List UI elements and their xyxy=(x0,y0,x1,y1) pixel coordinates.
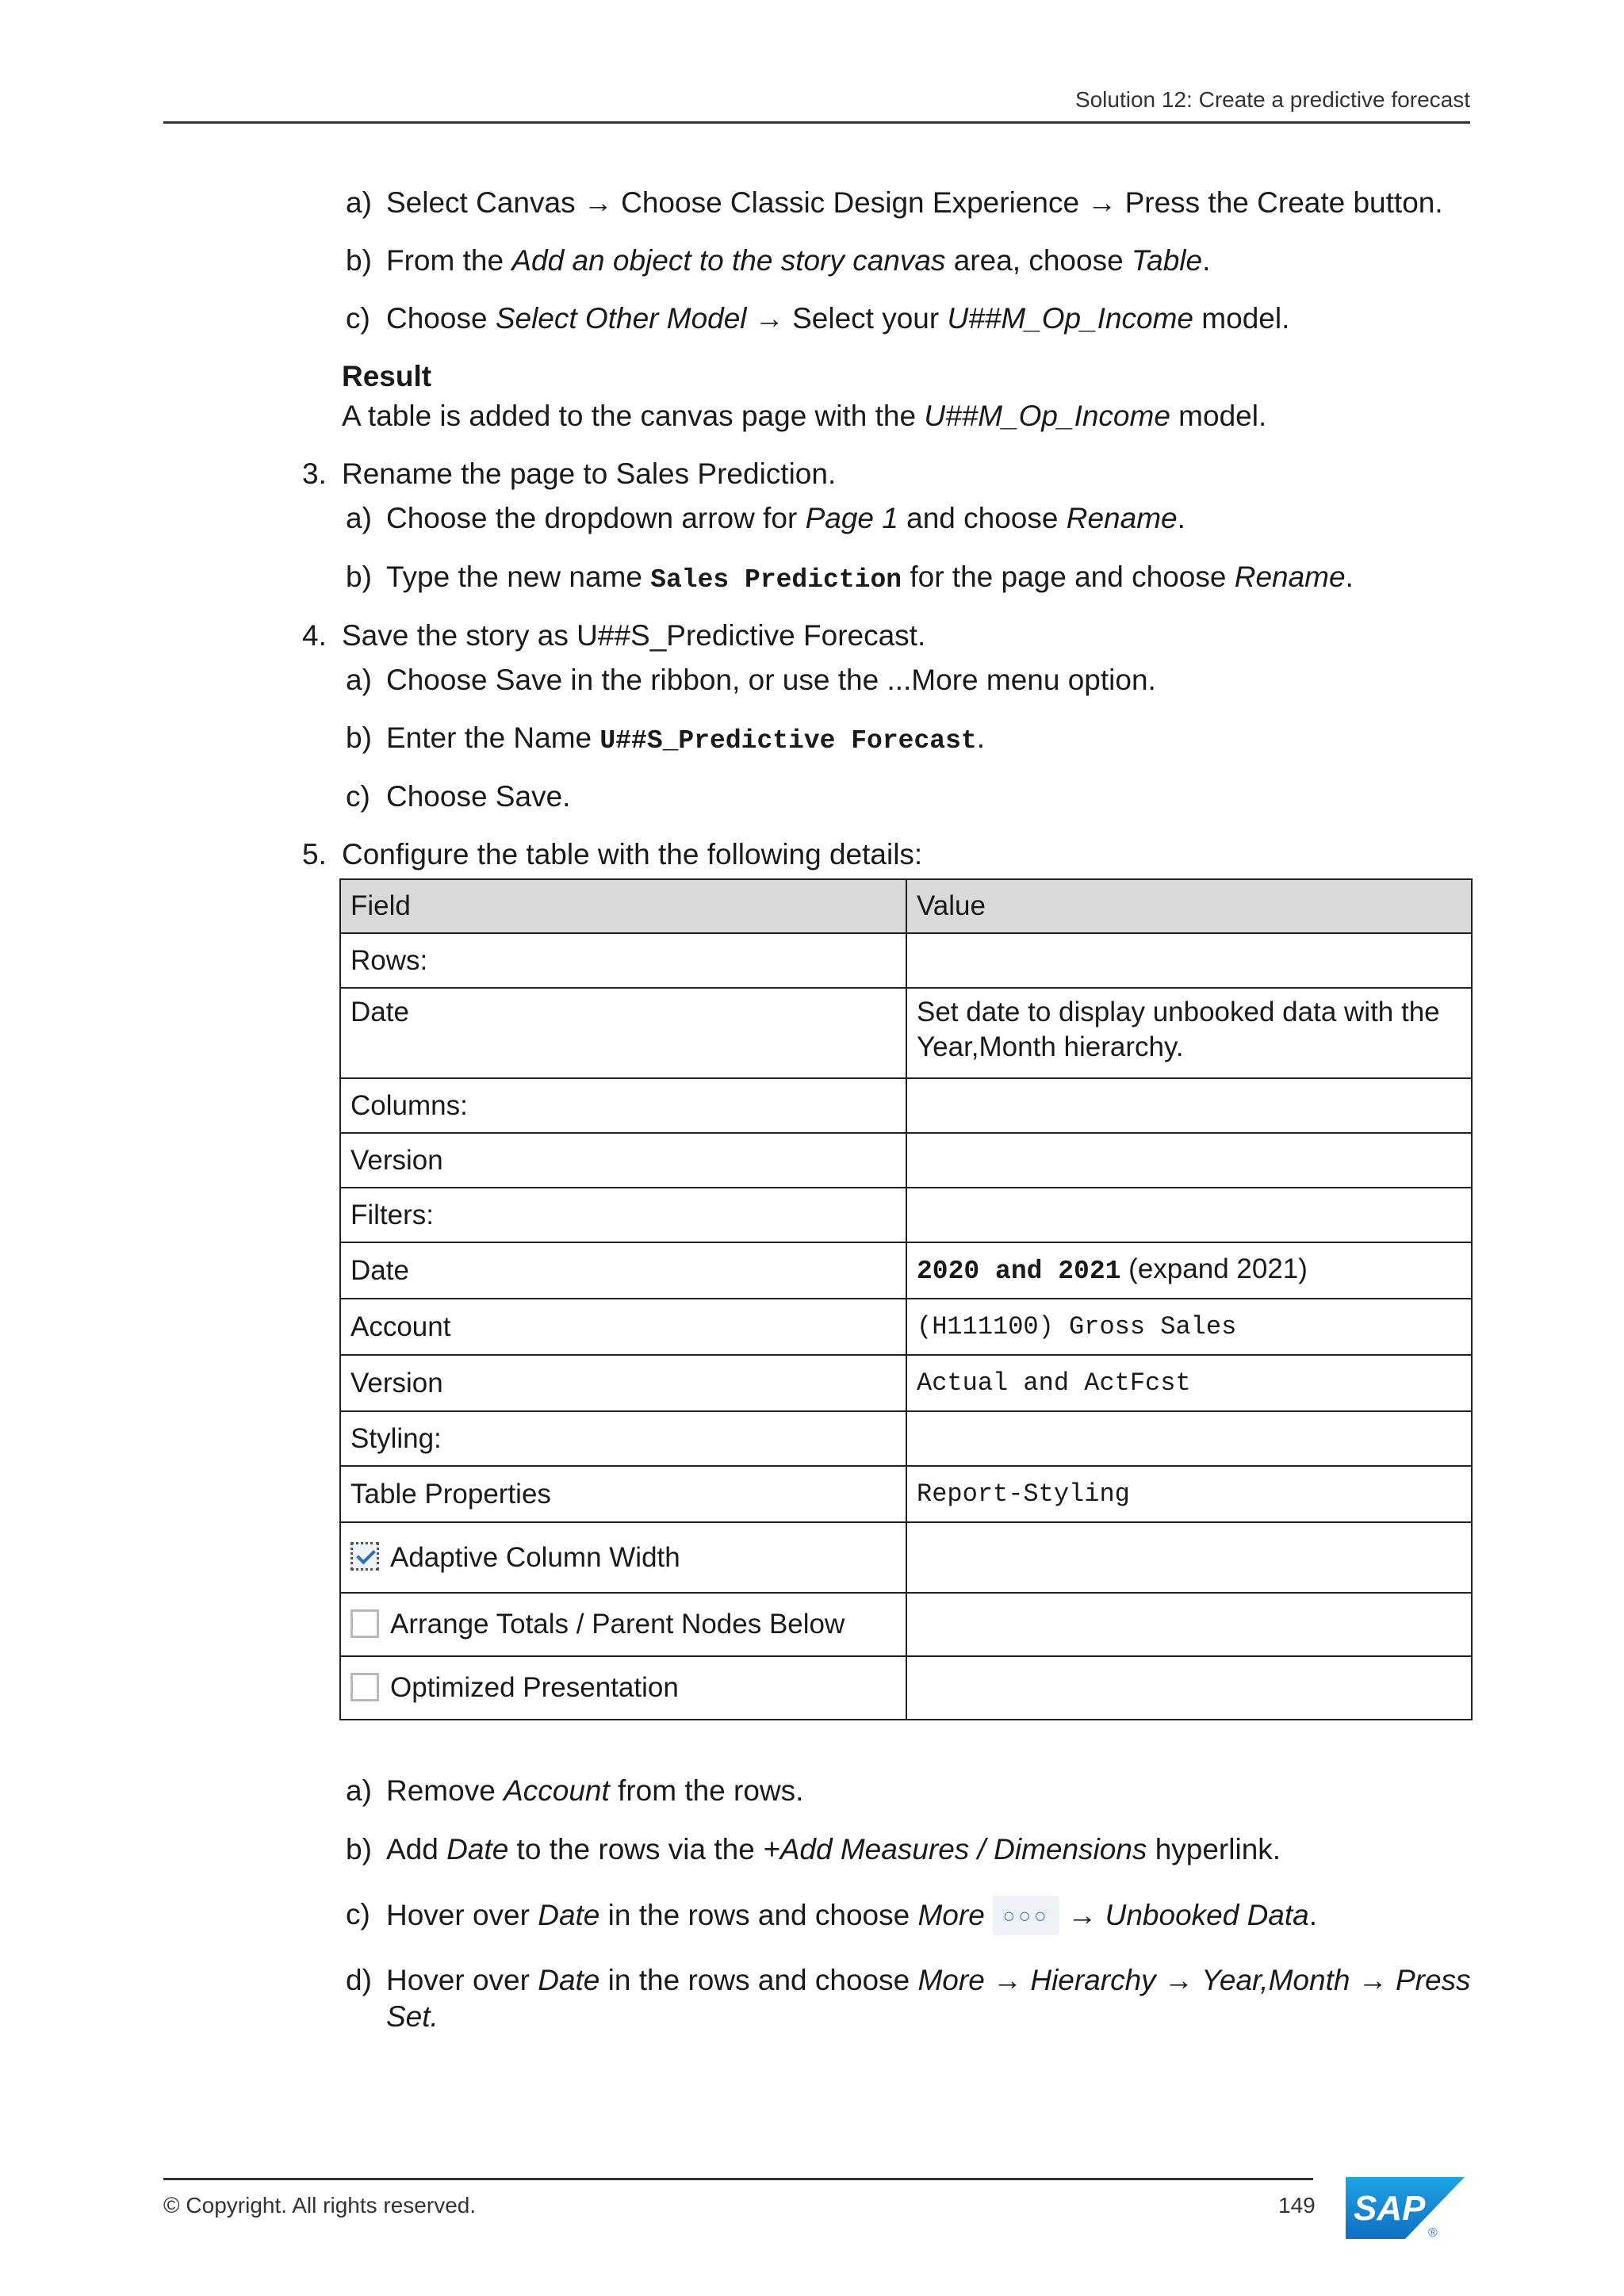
step5c-text: Hover over Date in the rows and choose More ○○○ → Unbooked Data. xyxy=(386,1897,1317,1937)
table-header-field: Field xyxy=(340,879,906,933)
step3a-text: Choose the dropdown arrow for Page 1 and choose Rename. xyxy=(386,502,1185,534)
code-date-filter: 2020 and 2021 xyxy=(917,1257,1121,1286)
table-cell-value: Actual and ActFcst xyxy=(906,1355,1472,1411)
checkbox-checked-icon xyxy=(350,1542,379,1571)
table-row xyxy=(340,1466,1472,1522)
step5a-marker: a) xyxy=(346,1774,372,1807)
step5d-text-cont: Set. xyxy=(386,2000,439,2033)
step3a-marker: a) xyxy=(346,502,372,534)
table-cell-field: Styling: xyxy=(340,1411,906,1466)
table-cell-value xyxy=(906,1522,1472,1593)
step4-text: Save the story as U##S_Predictive Forecast. xyxy=(342,619,926,652)
step5-text: Configure the table with the following details: xyxy=(342,838,923,871)
svg-text:SAP: SAP xyxy=(1354,2189,1426,2228)
table-cell-value: 2020 and 2021 (expand 2021) xyxy=(906,1242,1472,1299)
table-cell-field: Rows: xyxy=(340,933,906,988)
code-story-name: U##S_Predictive Forecast xyxy=(599,726,977,756)
table-cell-field: Filters: xyxy=(340,1188,906,1242)
table-cell-value: Report-Styling xyxy=(906,1466,1472,1522)
step5c-marker: c) xyxy=(346,1898,370,1931)
table-cell-field: Columns: xyxy=(340,1078,906,1133)
table-cell-field: Table Properties xyxy=(340,1466,906,1522)
table-row xyxy=(340,988,1472,1078)
step2b-marker: b) xyxy=(346,244,372,277)
page-number: 149 xyxy=(1278,2193,1316,2218)
step2c-marker: c) xyxy=(346,302,370,335)
result-text: A table is added to the canvas page with the U##M_Op_Income model. xyxy=(342,400,1267,432)
step4b-marker: b) xyxy=(346,721,372,754)
table-header-value: Value xyxy=(906,879,1472,933)
table-cell-field: Version xyxy=(340,1355,906,1411)
table-row xyxy=(340,1242,1472,1299)
table-cell-field: Optimized Presentation xyxy=(340,1656,906,1720)
table-cell-value xyxy=(906,1078,1472,1133)
table-cell-value xyxy=(906,1188,1472,1242)
table-row xyxy=(340,1355,1472,1411)
step5d-marker: d) xyxy=(346,1964,372,1996)
header-rule xyxy=(163,121,1470,124)
svg-text:®: ® xyxy=(1428,2226,1438,2239)
table-row xyxy=(340,1522,1472,1593)
table-cell-value xyxy=(906,933,1472,988)
table-cell-field: Adaptive Column Width xyxy=(340,1522,906,1593)
table-cell-value xyxy=(906,1656,1472,1720)
table-cell-field: Date xyxy=(340,1242,906,1299)
footer-rule xyxy=(163,2178,1313,2180)
step4c-marker: c) xyxy=(346,780,370,813)
step5-number: 5. xyxy=(302,838,327,871)
step5b-text: Add Date to the rows via the +Add Measures / Dimensions hyperlink. xyxy=(386,1833,1281,1866)
sap-logo xyxy=(1346,2177,1465,2239)
step4c-text: Choose Save. xyxy=(386,780,571,813)
table-row xyxy=(340,1078,1472,1133)
step3b-marker: b) xyxy=(346,561,372,593)
table-row xyxy=(340,1411,1472,1466)
step3b-text: Type the new name Sales Prediction for the page and choose Rename. xyxy=(386,561,1354,595)
configuration-table xyxy=(339,878,1473,1720)
step5d-text: Hover over Date in the rows and choose More → Hierarchy → Year,Month → Press xyxy=(386,1964,1471,1996)
table-row xyxy=(340,1299,1472,1355)
table-row xyxy=(340,1593,1472,1656)
checkbox-icon xyxy=(350,1673,379,1701)
step4a-marker: a) xyxy=(346,664,372,696)
table-row xyxy=(340,1188,1472,1242)
table-cell-value xyxy=(906,1133,1472,1188)
step4a-text: Choose Save in the ribbon, or use the ...More menu option. xyxy=(386,664,1156,696)
step2c-text: Choose Select Other Model → Select your U##M_Op_Income model. xyxy=(386,302,1290,335)
table-cell-field: Date xyxy=(340,988,906,1078)
table-header-row xyxy=(340,879,1472,933)
checkbox-icon xyxy=(350,1609,379,1638)
more-options-icon: ○○○ xyxy=(993,1896,1059,1935)
table-row xyxy=(340,933,1472,988)
step4b-text: Enter the Name U##S_Predictive Forecast. xyxy=(386,721,985,756)
table-cell-value: Set date to display unbooked data with the Year,Month hierarchy. xyxy=(906,988,1472,1078)
table-cell-value xyxy=(906,1593,1472,1656)
table-cell-value: (H111100) Gross Sales xyxy=(906,1299,1472,1355)
step2a-marker: a) xyxy=(346,186,372,219)
step2a-text: Select Canvas → Choose Classic Design Experience → Press the Create button. xyxy=(386,186,1443,219)
table-cell-field: Arrange Totals / Parent Nodes Below xyxy=(340,1593,906,1656)
table-cell-field: Account xyxy=(340,1299,906,1355)
step5a-text: Remove Account from the rows. xyxy=(386,1774,804,1807)
copyright-text: © Copyright. All rights reserved. xyxy=(163,2193,477,2218)
step3-number: 3. xyxy=(302,457,327,490)
table-row xyxy=(340,1133,1472,1188)
step2b-text: From the Add an object to the story canvas area, choose Table. xyxy=(386,244,1211,277)
step4-number: 4. xyxy=(302,619,327,652)
table-cell-field: Version xyxy=(340,1133,906,1188)
table-row xyxy=(340,1656,1472,1720)
code-sales-prediction: Sales Prediction xyxy=(650,565,902,595)
running-header: Solution 12: Create a predictive forecast xyxy=(1074,87,1470,112)
step3-text: Rename the page to Sales Prediction. xyxy=(342,457,837,490)
table-cell-value xyxy=(906,1411,1472,1466)
step5b-marker: b) xyxy=(346,1833,372,1866)
result-label: Result xyxy=(342,360,432,392)
